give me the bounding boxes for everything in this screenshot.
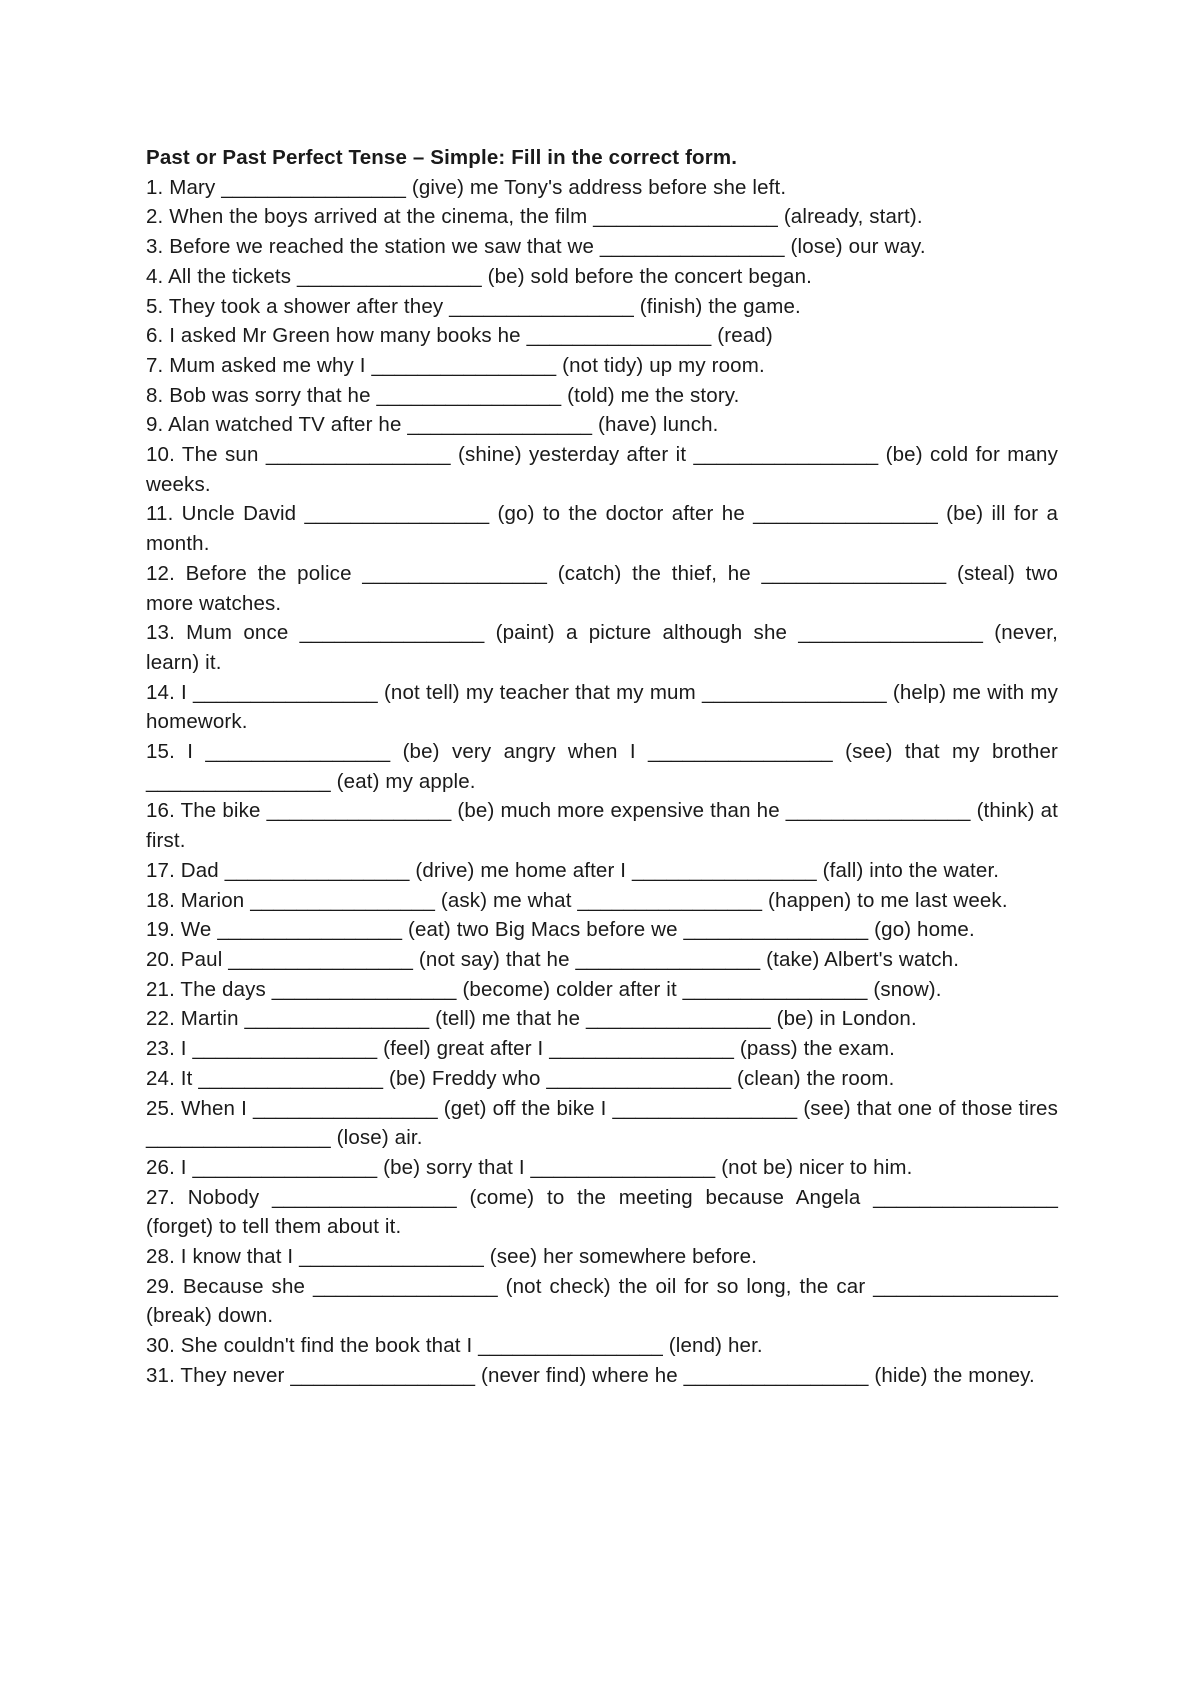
worksheet bbox=[146, 143, 1058, 1391]
exercise-item-28: 28. I know that I ________________ (see) her somewhere before. bbox=[146, 1245, 758, 1269]
exercise-item-30: 30. She couldn't find the book that I ________________ (lend) her. bbox=[146, 1334, 763, 1358]
exercise-item-24: 24. It ________________ (be) Freddy who ________________ (clean) the room. bbox=[146, 1066, 895, 1090]
exercise-item-26: 26. I ________________ (be) sorry that I ________________ (not be) nicer to him. bbox=[146, 1155, 913, 1179]
exercise-item-8: 8. Bob was sorry that he ________________ (told) me the story. bbox=[146, 383, 740, 407]
exercise-list bbox=[146, 173, 1058, 1391]
exercise-item-6: 6. I asked Mr Green how many books he ________________ (read) bbox=[146, 324, 773, 348]
exercise-item-25: 25. When I ________________ (get) off the bike I ________________ (see) that one of those tires ________________ (lose) air. bbox=[146, 1096, 1058, 1150]
exercise-item-10: 10. The sun ________________ (shine) yesterday after it ________________ (be) cold for many weeks. bbox=[146, 443, 1058, 496]
exercise-item-17: 17. Dad ________________ (drive) me home after I ________________ (fall) into the water. bbox=[146, 858, 1000, 882]
exercise-item-12: 12. Before the police ________________ (catch) the thief, he ________________ (steal) two more watches. bbox=[146, 561, 1058, 615]
exercise-item-7: 7. Mum asked me why I ________________ (not tidy) up my room. bbox=[146, 353, 765, 377]
exercise-item-15: 15. I ________________ (be) very angry when I ________________ (see) that my brother ________________ (eat) my apple. bbox=[146, 740, 1058, 793]
exercise-item-13: 13. Mum once ________________ (paint) a picture although she ________________ (never, learn) it. bbox=[146, 621, 1058, 674]
exercise-item-14: 14. I ________________ (not tell) my teacher that my mum ________________ (help) me with my homework. bbox=[146, 680, 1058, 734]
exercise-item-18: 18. Marion ________________ (ask) me what ________________ (happen) to me last week. bbox=[146, 888, 1008, 912]
exercise-item-9: 9. Alan watched TV after he ________________ (have) lunch. bbox=[146, 413, 719, 437]
exercise-item-23: 23. I ________________ (feel) great after I ________________ (pass) the exam. bbox=[146, 1037, 895, 1061]
exercise-item-27: 27. Nobody ________________ (come) to the meeting because Angela ________________ (forget) to tell them about it. bbox=[146, 1185, 1058, 1239]
exercise-item-5: 5. They took a shower after they ________________ (finish) the game. bbox=[146, 294, 801, 318]
exercise-item-11: 11. Uncle David ________________ (go) to the doctor after he ________________ (be) ill for a month. bbox=[146, 502, 1058, 556]
exercise-item-21: 21. The days ________________ (become) colder after it ________________ (snow). bbox=[146, 977, 942, 1001]
exercise-item-4: 4. All the tickets ________________ (be) sold before the concert began. bbox=[146, 264, 812, 288]
exercise-item-22: 22. Martin ________________ (tell) me that he ________________ (be) in London. bbox=[146, 1007, 917, 1031]
exercise-item-31: 31. They never ________________ (never find) where he ________________ (hide) the money. bbox=[146, 1363, 1035, 1387]
exercise-item-29: 29. Because she ________________ (not check) the oil for so long, the car ________________ (break) down. bbox=[146, 1274, 1058, 1328]
exercise-item-3: 3. Before we reached the station we saw that we ________________ (lose) our way. bbox=[146, 235, 926, 259]
exercise-item-1: 1. Mary ________________ (give) me Tony's address before she left. bbox=[146, 175, 787, 199]
exercise-item-20: 20. Paul ________________ (not say) that he ________________ (take) Albert's watch. bbox=[146, 947, 960, 971]
exercise-item-2: 2. When the boys arrived at the cinema, the film ________________ (already, start). bbox=[146, 205, 923, 229]
exercise-item-19: 19. We ________________ (eat) two Big Macs before we ________________ (go) home. bbox=[146, 918, 975, 942]
worksheet-title: Past or Past Perfect Tense – Simple: Fill in the correct form. bbox=[146, 146, 738, 169]
exercise-item-16: 16. The bike ________________ (be) much more expensive than he ________________ (think) at first. bbox=[146, 799, 1058, 853]
